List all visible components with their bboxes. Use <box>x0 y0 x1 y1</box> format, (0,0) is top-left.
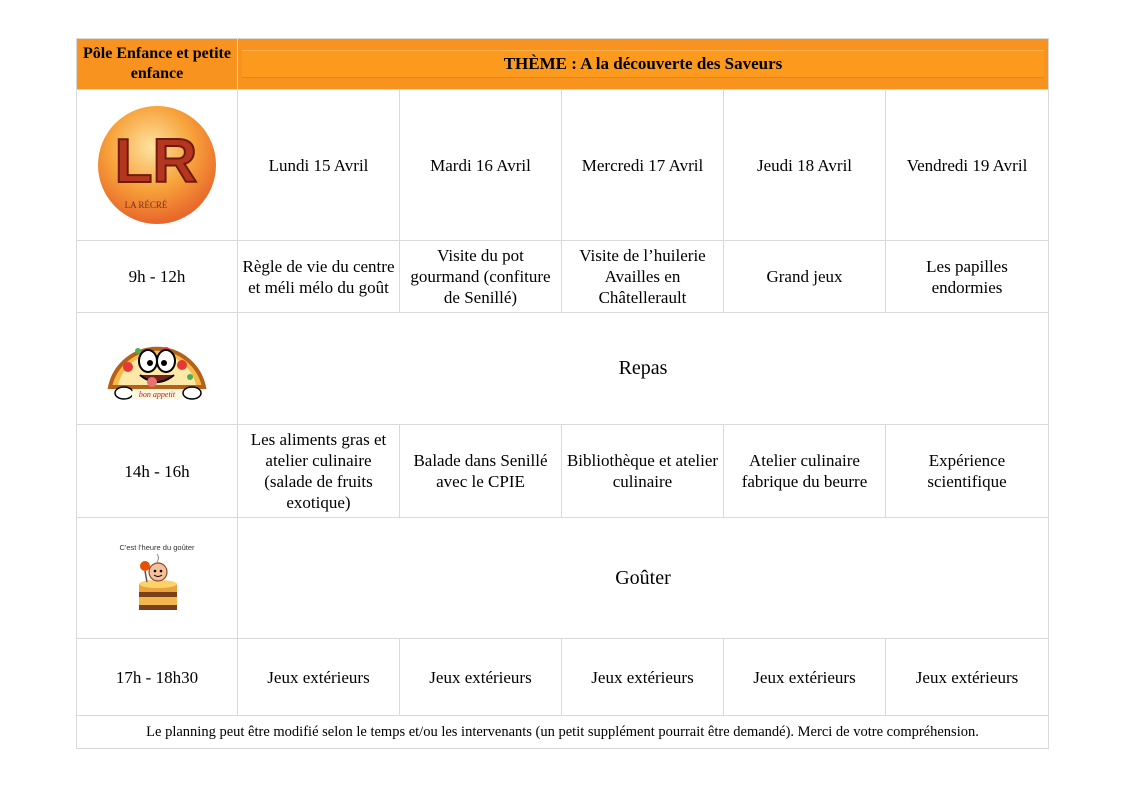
day-thursday: Jeudi 18 Avril <box>724 90 886 241</box>
evening-activity-wednesday: Jeux extérieurs <box>562 639 724 716</box>
la-recre-logo <box>96 104 218 226</box>
day-friday: Vendredi 19 Avril <box>886 90 1049 241</box>
morning-activity-tuesday: Visite du pot gourmand (confiture de Senillé) <box>400 241 562 313</box>
header-row <box>77 39 1049 90</box>
morning-activity-wednesday: Visite de l’huilerie Availles en Châtellerault <box>562 241 724 313</box>
lunch-row <box>77 313 1049 425</box>
logo-caption: LA RÉCRÉ <box>124 200 168 210</box>
logo-letters: LR <box>114 127 198 196</box>
pizza-image-cell <box>77 313 238 425</box>
day-wednesday: Mercredi 17 Avril <box>562 90 724 241</box>
planning-note: Le planning peut être modifié selon le temps et/ou les intervenants (un petit supplément pourrait être demandé). Merci de votre compréhension. <box>77 716 1049 749</box>
evening-activity-friday: Jeux extérieurs <box>886 639 1049 716</box>
snack-caption: C'est l'heure du goûter <box>119 543 195 552</box>
afternoon-activity-thursday: Atelier culinaire fabrique du beurre <box>724 425 886 518</box>
pole-title: Pôle Enfance et petite enfance <box>77 39 238 90</box>
theme-cell <box>238 39 1049 90</box>
morning-time: 9h - 12h <box>77 241 238 313</box>
theme-title: THÈME : A la découverte des Saveurs <box>242 50 1044 78</box>
evening-row <box>77 639 1049 716</box>
morning-activity-monday: Règle de vie du centre et méli mélo du goût <box>238 241 400 313</box>
evening-activity-monday: Jeux extérieurs <box>238 639 400 716</box>
day-monday: Lundi 15 Avril <box>238 90 400 241</box>
afternoon-row <box>77 425 1049 518</box>
pizza-face-icon <box>102 329 212 409</box>
snack-row <box>77 518 1049 639</box>
afternoon-activity-tuesday: Balade dans Senillé avec le CPIE <box>400 425 562 518</box>
snack-image-cell <box>77 518 238 639</box>
logo-cell <box>77 90 238 241</box>
snack-label: Goûter <box>238 518 1049 639</box>
day-tuesday: Mardi 16 Avril <box>400 90 562 241</box>
note-row <box>77 716 1049 749</box>
morning-row <box>77 241 1049 313</box>
cake-icon <box>107 540 207 616</box>
morning-activity-thursday: Grand jeux <box>724 241 886 313</box>
afternoon-activity-monday: Les aliments gras et atelier culinaire (salade de fruits exotique) <box>238 425 400 518</box>
morning-activity-friday: Les papilles endormies <box>886 241 1049 313</box>
pizza-caption: bon appetit <box>138 389 176 399</box>
lunch-label: Repas <box>238 313 1049 425</box>
weekly-planning-table <box>76 38 1049 749</box>
afternoon-activity-friday: Expérience scientifique <box>886 425 1049 518</box>
evening-activity-tuesday: Jeux extérieurs <box>400 639 562 716</box>
evening-time: 17h - 18h30 <box>77 639 238 716</box>
evening-activity-thursday: Jeux extérieurs <box>724 639 886 716</box>
days-row <box>77 90 1049 241</box>
afternoon-activity-wednesday: Bibliothèque et atelier culinaire <box>562 425 724 518</box>
afternoon-time: 14h - 16h <box>77 425 238 518</box>
